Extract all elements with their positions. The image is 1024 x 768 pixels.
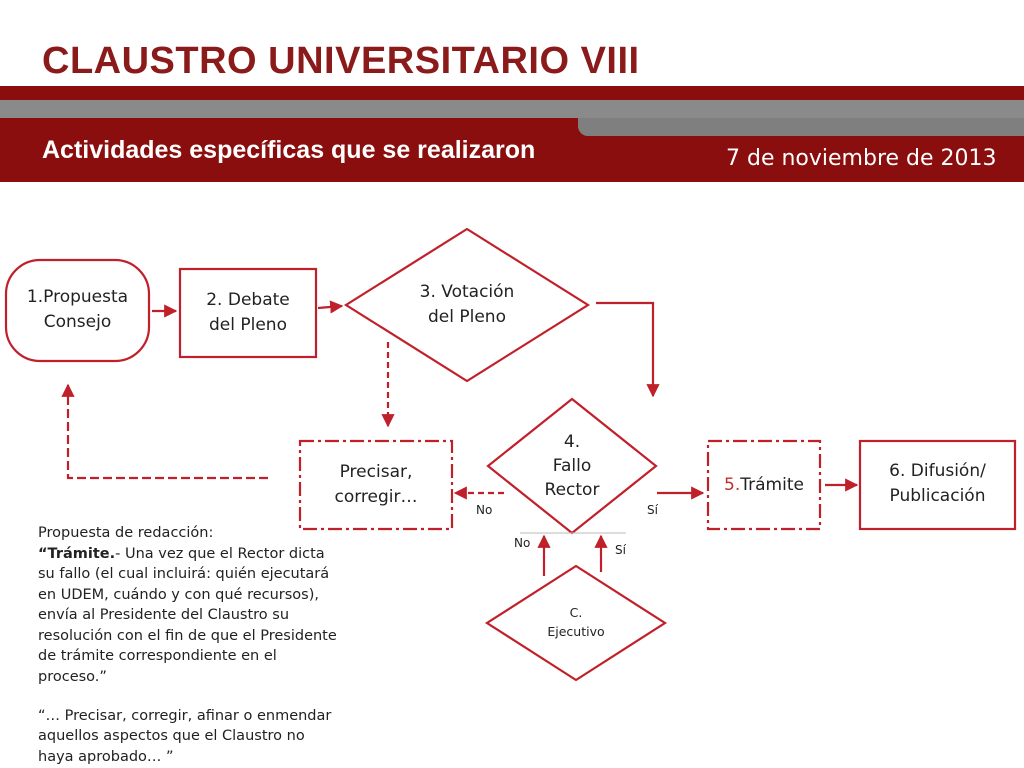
node-fallo-label: 4. Fallo Rector xyxy=(544,432,600,500)
node-propuesta-label: 1.Propuesta Consejo xyxy=(26,287,129,332)
edge-votacion-fallo xyxy=(596,303,653,396)
edge-label-fallo-si: Sí xyxy=(647,503,658,517)
node-debate-label: 2. Debate del Pleno xyxy=(206,290,290,335)
edge-label-ejecutivo-no: No xyxy=(514,536,531,550)
node-difusion-label: 6. Difusión/ Publicación xyxy=(889,461,986,506)
note-second: “… Precisar, corregir, afinar o enmendar aquellos aspectos que el Claustro no haya aprobado… ” xyxy=(38,707,332,765)
node-ejecutivo-label: C. Ejecutivo xyxy=(547,605,605,639)
note-body: - Una vez que el Rector dicta su fallo (el cual incluirá: quién ejecutará en UDEM, cuándo y con qué recursos), envía al Presidente del Claustro su resolución con el fin de que el Presidente de trámite correspondiente en el proceso.” xyxy=(38,545,337,686)
note-term: “Trámite. xyxy=(38,545,116,562)
edge-label-ejecutivo-si: Sí xyxy=(615,543,626,557)
edge-debate-votacion xyxy=(318,306,342,308)
node-tramite-label: 5.Trámite xyxy=(724,475,804,495)
edge-precisar-propuesta xyxy=(68,385,268,478)
page-date: 7 de noviembre de 2013 xyxy=(726,146,997,171)
page-title: CLAUSTRO UNIVERSITARIO VIII xyxy=(42,40,640,82)
page-subtitle: Actividades específicas que se realizaron xyxy=(42,136,536,164)
node-precisar-label: Precisar, corregir… xyxy=(334,462,418,507)
edge-label-fallo-no: No xyxy=(476,503,493,517)
drafting-note xyxy=(38,523,343,767)
note-intro: Propuesta de redacción: xyxy=(38,525,214,541)
note-body-paragraph xyxy=(38,544,343,688)
node-votacion-label: 3. Votación del Pleno xyxy=(419,282,515,327)
